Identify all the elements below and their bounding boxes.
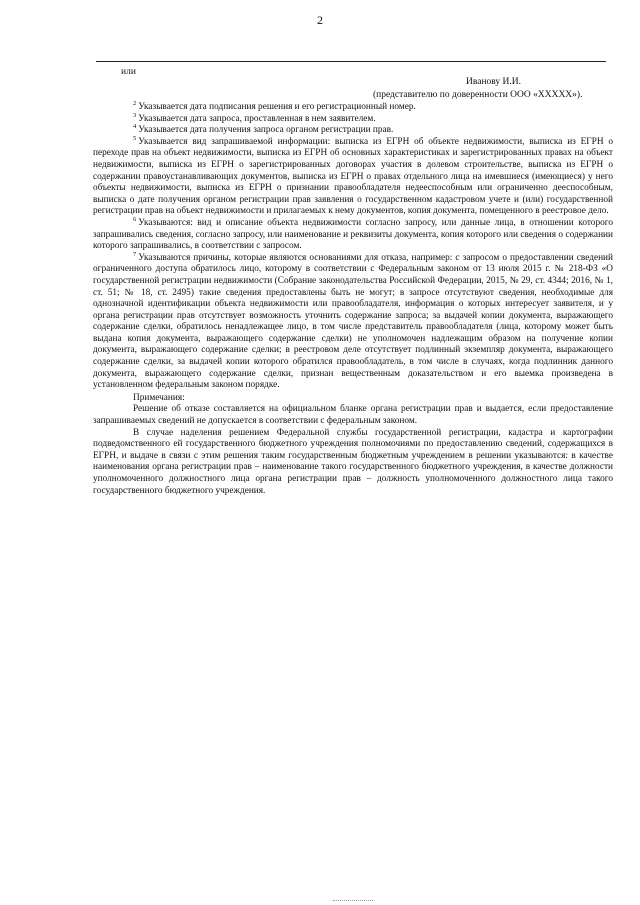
- footnote-number: 7: [133, 250, 137, 258]
- footnote: [93, 99, 613, 114]
- signer-name: Иванову И.И.: [466, 77, 522, 87]
- footnote-text: Указывается дата подписания решения и его регистрационный номер.: [138, 102, 416, 112]
- footnote: [93, 134, 613, 218]
- footnote-number: 6: [133, 215, 137, 223]
- footnote: [93, 111, 613, 126]
- footnote: [93, 215, 613, 253]
- footnote: [93, 250, 613, 392]
- scan-artifact-line: [333, 900, 373, 901]
- footnote-text: Указываются причины, которые являются основаниями для отказа, например: с запросом о предоставлении сведений ограниченного доступа обратилось лицо, которому в соответствии с Федеральным законом от 13 июля 2015 г. № 218-ФЗ «О государственной регистрации недвижимости (Собрание законодательства Российской Федерации, 2015, № 29, ст. 4344; 2016, № 1, ст. 51; № 18, ст. 2495) такие сведения предоставлены быть не могут; в запросе отсутствуют сведения, необходимые для однозначной идентификации объекта недвижимости или правообладателя, информация о которых интересует заявителя, и у органа регистрации прав отсутствует возможность уточнить содержание запроса; за выдачей копии документа, выражающего содержание сделки, обратилось ненадлежащее лицо, в том числе представитель правообладателя (лица, которому может быть выдана копия документа, выражающего содержание сделки) не уполномочен надлежащим образом на получение копии документа, выражающего содержание сделки; в реестровом деле отсутствует подлинный экземпляр документа, выражающего содержание сделки, за выдачей копии которого обратился правообладатель, в том числе в случаях, когда подлинник данного документа, выражающего содержание сделки, признан вещественным доказательством и его выемка произведена в установленном федеральным законом порядке.: [93, 252, 613, 391]
- footnote-text: Указывается дата запроса, проставленная в нем заявителем.: [138, 113, 376, 124]
- document-body: [93, 99, 613, 497]
- footnote-text: Указывается дата получения запроса органом регистрации прав.: [138, 125, 394, 136]
- page-number: 2: [317, 13, 323, 27]
- or-word: или: [121, 67, 136, 77]
- signature-line: [96, 61, 606, 62]
- footnote-number: 4: [133, 123, 137, 131]
- footnote: [93, 125, 613, 137]
- footnote-number: 5: [133, 134, 137, 142]
- note-paragraph: В случае наделения решением Федеральной службы государственной регистрации, кадастра и картографии подведомственного ей государственного бюджетного учреждения полномочиями по предоставлению сведений, содержащихся в ЕГРН, и выдаче в связи с этим решения таким государственным бюджетным учреждением в решении указываются: в качестве наименования органа регистрации прав – наименование такого государственного бюджетного учреждения, в качестве должности уполномоченного должностного лица органа регистрации прав – должность уполномоченного должностного лица такого государственного бюджетного учреждения.: [93, 427, 613, 496]
- footnote-number: 2: [133, 99, 137, 107]
- signer-note: (представителю по доверенности ООО «ХХХХХ»).: [373, 90, 583, 100]
- footnote-text: Указываются: вид и описание объекта недвижимости согласно запросу, или данные лица, в отношении которого запрашивались сведения, согласно запросу, или наименование и реквизиты документа, копия которого или сведения о содержании которого запрашивались, в соответствии с запросом.: [93, 217, 613, 252]
- notes-heading: Примечания:: [133, 392, 185, 403]
- footnote-number: 3: [133, 111, 137, 119]
- footnote-text: Указывается вид запрашиваемой информации: выписка из ЕГРН об объекте недвижимости, выписка из ЕГРН о переходе прав на объект недвижимости, выписка из ЕГРН об основных характеристиках и зарегистрированных правах на объект недвижимости, выписка из ЕГРН о зарегистрированных договорах участия в долевом строительстве, выписка из ЕГРН о содержании правоустанавливающих документов, выписка из ЕГРН о правах отдельного лица на имевшиеся (имеющиеся) у него объекты недвижимости, выписка из ЕГРН о признании правообладателя недееспособным или ограниченно дееспособным, выписка о дате получения органом регистрации прав заявления о государственном кадастровом учете и (или) государственной регистрации прав на объект недвижимости и прилагаемых к нему документов, копия документа, помещенного в реестровое дело.: [93, 136, 613, 217]
- note-paragraph: Решение об отказе составляется на официальном бланке органа регистрации прав и выдается, если предоставление запрашиваемых сведений не допускается в соответствии с федеральным законом.: [93, 404, 613, 427]
